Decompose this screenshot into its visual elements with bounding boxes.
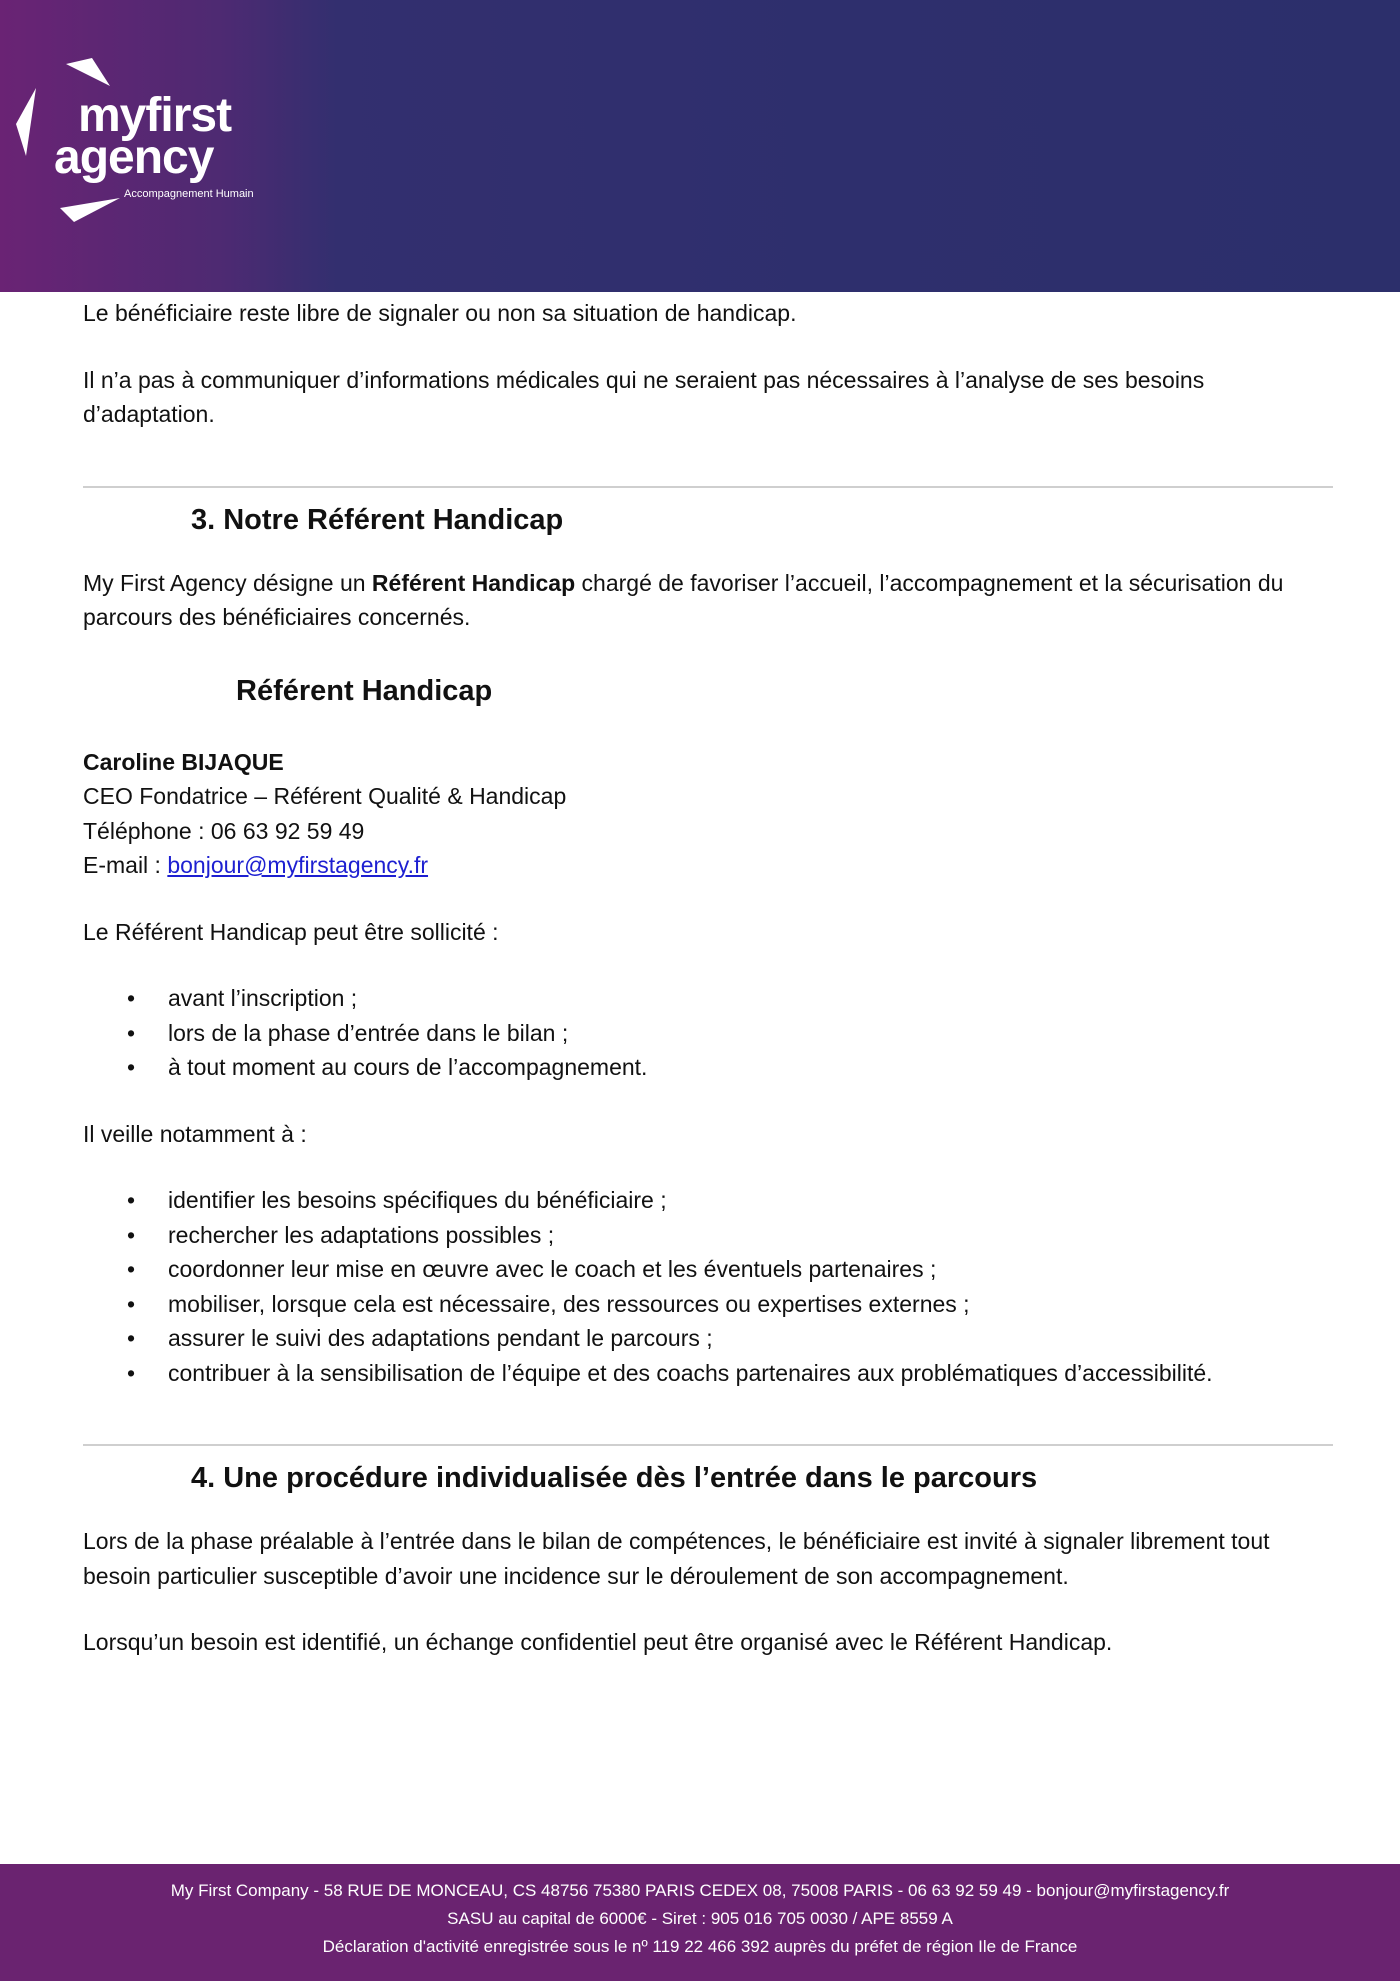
company-logo bbox=[14, 58, 294, 238]
document-body bbox=[83, 296, 1333, 1660]
section-4-paragraph-2: Lorsqu’un besoin est identifié, un échange confidentiel peut être organisé avec le Référent Handicap. bbox=[83, 1629, 1113, 1655]
bullet-icon: • bbox=[127, 1054, 136, 1080]
logo-wordmark-bottom: agency bbox=[54, 131, 214, 184]
list-item: • rechercher les adaptations possibles ; bbox=[83, 1218, 1333, 1253]
list-item: • contribuer à la sensibilisation de l’équipe et des coachs partenaires aux problématiques d’accessibilité. bbox=[83, 1356, 1333, 1391]
section-3-text-end: chargé de favoriser l’accueil, l’accompagnement et la sécurisation du parcours des bénéficiaires concernés. bbox=[83, 569, 1284, 630]
list-item: • coordonner leur mise en œuvre avec le coach et les éventuels partenaires ; bbox=[83, 1252, 1333, 1287]
footer-line-3: Déclaration d'activité enregistrée sous le nº 119 22 466 392 auprès du préfet de région Ile de France bbox=[322, 1937, 1078, 1956]
watch-list bbox=[83, 1183, 1333, 1390]
footer-line-1: My First Company - 58 RUE DE MONCEAU, CS 48756 75380 PARIS CEDEX 08, 75008 PARIS - 06 63 92 59 49 - bonjour@myfirstagency.fr bbox=[170, 1881, 1230, 1900]
solicit-intro: Le Référent Handicap peut être sollicité : bbox=[83, 918, 499, 945]
bullet-icon: • bbox=[127, 1256, 136, 1282]
section-3-paragraph bbox=[83, 566, 1333, 635]
email-label: E-mail : bbox=[83, 852, 168, 878]
referent-subtitle: Référent Handicap bbox=[236, 674, 493, 707]
email-link[interactable]: bonjour@myfirstagency.fr bbox=[167, 852, 429, 878]
section-4-title: 4. Une procédure individualisée dès l’entrée dans le parcours bbox=[191, 1462, 1038, 1494]
intro-paragraph-1: Le bénéficiaire reste libre de signaler ou non sa situation de handicap. bbox=[83, 300, 797, 326]
list-item: • mobiliser, lorsque cela est nécessaire, des ressources ou expertises externes ; bbox=[83, 1287, 1333, 1322]
bullet-icon: • bbox=[127, 1325, 136, 1351]
referent-name: Caroline BIJAQUE bbox=[83, 748, 284, 775]
list-item: • identifier les besoins spécifiques du bénéficiaire ; bbox=[83, 1183, 1333, 1218]
bullet-icon: • bbox=[127, 1187, 136, 1213]
list-item: • lors de la phase d’entrée dans le bilan ; bbox=[83, 1016, 1333, 1051]
bullet-icon: • bbox=[127, 985, 136, 1011]
bullet-icon: • bbox=[127, 1359, 136, 1386]
footer-line-2: SASU au capital de 6000€ - Siret : 905 016 705 0030 / APE 8559 A bbox=[447, 1909, 953, 1928]
section-4-paragraph-1: Lors de la phase préalable à l’entrée dans le bilan de compétences, le bénéficiaire est invité à signaler librement tout besoin particulier susceptible d’avoir une incidence sur le déroulement de son accompagnement. bbox=[83, 1528, 1270, 1589]
section-3-title: 3. Notre Référent Handicap bbox=[191, 503, 564, 536]
referent-phone: Téléphone : 06 63 92 59 49 bbox=[83, 817, 365, 844]
page-header bbox=[0, 0, 1400, 292]
solicit-list bbox=[83, 981, 1333, 1085]
logo-tagline: Accompagnement Humain bbox=[124, 188, 254, 200]
bullet-icon: • bbox=[127, 1221, 136, 1248]
watch-intro: Il veille notamment à : bbox=[83, 1120, 307, 1147]
referent-email-line bbox=[83, 848, 1333, 883]
bullet-icon: • bbox=[127, 1019, 136, 1046]
section-divider bbox=[83, 486, 1333, 488]
section-3-text-bold: Référent Handicap bbox=[371, 569, 576, 596]
list-item: • avant l’inscription ; bbox=[83, 981, 1333, 1016]
page-footer bbox=[0, 1864, 1400, 1981]
list-item: • à tout moment au cours de l’accompagnement. bbox=[83, 1050, 1333, 1085]
intro-paragraph-2: Il n’a pas à communiquer d’informations médicales qui ne seraient pas nécessaires à l’analyse de ses besoins d’adaptation. bbox=[83, 366, 1205, 427]
bullet-icon: • bbox=[127, 1290, 136, 1317]
section-divider bbox=[83, 1444, 1333, 1446]
list-item: • assurer le suivi des adaptations pendant le parcours ; bbox=[83, 1321, 1333, 1356]
logo-wordmark-top: myfirst bbox=[78, 89, 232, 142]
referent-contact-block bbox=[83, 745, 1333, 883]
section-3-text-start: My First Agency désigne un bbox=[83, 569, 372, 596]
referent-role: CEO Fondatrice – Référent Qualité & Handicap bbox=[83, 783, 567, 809]
